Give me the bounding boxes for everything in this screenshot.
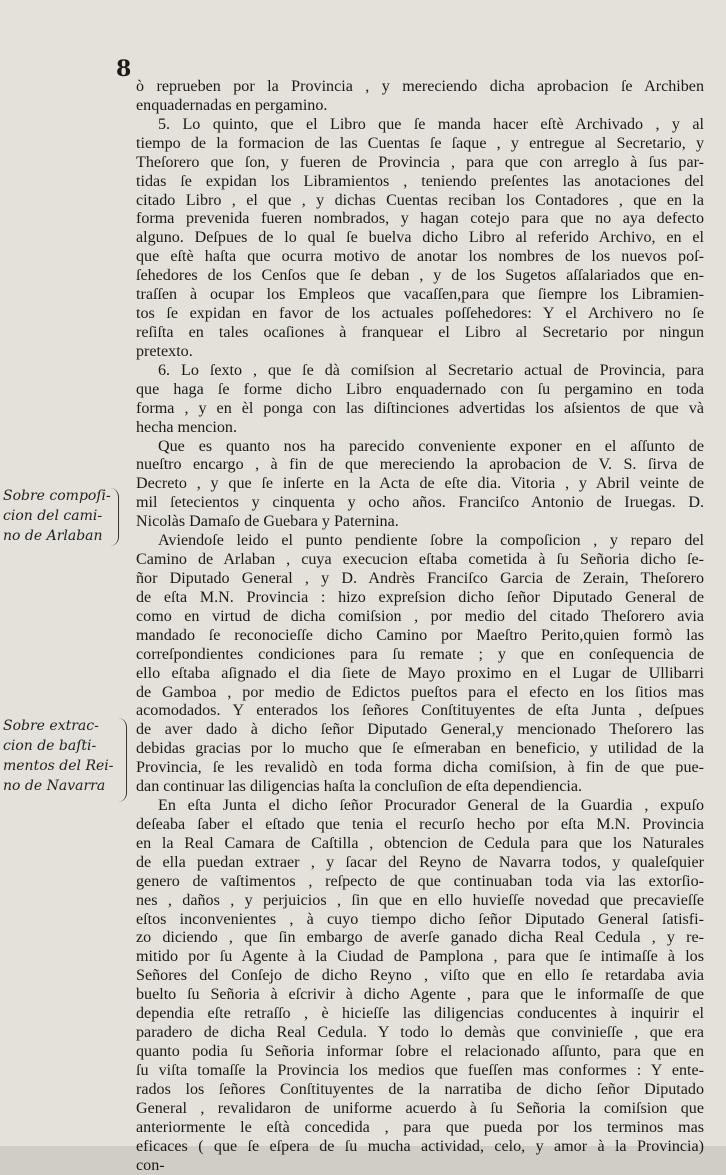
text-line: ſu viſta tomaſſe la Provincia los medios que fueſſen mas conformes : Y ente- xyxy=(136,1061,704,1079)
text-line: Decreto , y que ſe inſerte en la Acta de eſte dia. Vitoria , y Abril veinte de xyxy=(136,475,704,493)
text-line: General , revalidaron de uniforme acuerdo à ſu Señoria la comiſsion que xyxy=(136,1099,704,1117)
page-number: 8 xyxy=(116,56,132,82)
margin-note-navarra xyxy=(3,716,113,796)
text-line: Camino de Arlaban , cuya execucion eſtaba cometida à ſu Señoria dicho ſe- xyxy=(136,551,704,569)
text-line: eſtos inconvenientes , à cuyo tiempo dicho ſeñor Diputado General ſatisfi- xyxy=(136,910,704,928)
text-line: 5. Lo quinto, que el Libro que ſe manda hacer eſtè Archivado , y al xyxy=(158,115,704,133)
text-line: de aver dado à dicho ſeñor Diputado General,y mencionado Theſorero las xyxy=(136,721,704,739)
text-line: ello eſtaba aſignado el dia ſiete de Mayo proximo en el Lugar de Ullibarri xyxy=(136,664,704,682)
text-line: enquadernadas en pergamino. xyxy=(136,96,328,114)
text-line: como en virtud de dicha comiſsion , por medio del citado Theſorero avia xyxy=(136,607,704,625)
margin-note-line: cion del cami- xyxy=(3,508,103,524)
text-line: rados los ſeñores Conſtituyentes de la narratiba de dicho ſeñor Diputado xyxy=(136,1080,704,1098)
text-line: deſeaba ſaber el eſtado que tenia el recurſo hecho por eſta M.N. Provincia xyxy=(136,815,704,833)
margin-note-line: mentos del Rei- xyxy=(3,758,114,774)
text-line: ñor Diputado General , y D. Andrès Franciſco Garcia de Zerain, Theſorero xyxy=(136,569,704,587)
text-line: mitido por ſu Agente à la Ciudad de Pamplona , para que ſe intimaſſe à los xyxy=(136,948,704,966)
text-line: ò reprueben por la Provincia , y mereciendo dicha aprobacion ſe Archiben xyxy=(136,78,704,95)
text-line: Señores del Conſejo de dicho Reyno , viſto que en ello ſe retardaba avia xyxy=(136,967,704,985)
text-line: nueſtro encargo , à fin de que mereciendo la aprobacion de V. S. ſirva de xyxy=(136,456,704,474)
text-line: alguno. Deſpues de lo qual ſe buelva dicho Libro al referido Archivo, en el xyxy=(136,229,704,247)
text-line: forma prevenida fueren nombrados, y hagan cotejo para que no aya defecto xyxy=(136,210,704,228)
text-line: de eſta M.N. Provincia : hizo expreſsion dicho ſeñor Diputado General de xyxy=(136,588,704,606)
text-line: traſſen à ocupar los Empleos que vacaſſen,para que ſiempre los Libramien- xyxy=(136,286,704,304)
text-line: anteriormente le eſtà concedida , para que pueda por los terminos mas xyxy=(136,1118,704,1136)
margin-note-line: Sobre extrac- xyxy=(3,718,99,734)
text-line: en la Real Camara de Caſtilla , obtencion de Cedula para que los Naturales xyxy=(136,834,704,852)
text-line: pretexto. xyxy=(136,342,193,360)
text-line: hecha mencion. xyxy=(136,418,237,436)
text-line: En eſta Junta el dicho ſeñor Procurador General de la Guardia , expuſo xyxy=(158,797,704,815)
body-text xyxy=(136,78,704,1175)
text-line: debidas gracias por lo mucho que ſe eſmeraban en beneficio, y utilidad de la xyxy=(136,740,704,758)
text-line: zo diciendo , que ſin embargo de averſe ganado dicha Real Cedula , y re- xyxy=(136,929,704,947)
margin-note-line: Sobre compoſi- xyxy=(3,488,111,504)
text-line: de ella puedan extraer , y ſacar del Reyno de Navarra todos, y qualeſquier xyxy=(136,853,704,871)
text-line: genero de vaſtimentos , reſpecto de que continuaban toda via las extorſio- xyxy=(136,872,704,890)
text-line: reſiſta en tales ocaſiones à franquear el Libro al Secretario por ningun xyxy=(136,323,704,341)
margin-note-line: cion de baſti- xyxy=(3,738,97,754)
text-line: nes , daños , y perjuicios , ſin que en ello huvieſſe novedad que precavieſſe xyxy=(136,891,704,909)
text-line: tos ſe expidan en favor de los actuales poſſehedores: Y el Archivero no ſe xyxy=(136,305,704,323)
text-line: Provincia, ſe les revalidò en toda forma dicha comiſsion, à fin de que pue- xyxy=(136,759,704,777)
text-line: tidas ſe expidan los Libramientos , teniendo preſentes las anotaciones del xyxy=(136,172,704,190)
text-line: paradero de dicha Real Cedula. Y todo lo demàs que convinieſſe , que era xyxy=(136,1024,704,1042)
text-line: ſehedores de los Cenſos que ſe deban , y de los Sugetos aſſalariados que en- xyxy=(136,267,704,285)
text-line: mil ſetecientos y cinquenta y ocho años. Franciſco Antonio de Iruegas. D. xyxy=(136,494,704,512)
text-line: eficaces ( que ſe eſpera de ſu mucha actividad, celo, y amor à la Provincia) xyxy=(136,1137,704,1155)
text-line: tiempo de la formacion de las Cuentas ſe ſaque , y entregue al Secretario, y xyxy=(136,134,704,152)
text-line: acomodados. Y enterados los ſeñores Conſtituyentes de eſta Junta , deſpues xyxy=(136,702,704,720)
margin-brace xyxy=(110,488,119,546)
text-line: de Gamboa , por medio de Edictos pueſtos para el efecto en los ſitios mas xyxy=(136,683,704,701)
margin-note-arlaban xyxy=(3,486,111,546)
margin-brace xyxy=(118,718,127,802)
text-line: Aviendoſe leido el punto pendiente ſobre la compoſicion , y reparo del xyxy=(158,532,704,550)
text-line: citado Libro , el que , y dichas Cuentas reciban los Contadores , que en la xyxy=(136,191,704,209)
text-line: Que es quanto nos ha parecido conveniente exponer en el aſſunto de xyxy=(158,437,704,455)
text-line: dependia eſte retraſſo , è hicieſſe las diligencias conducentes à inquirir el xyxy=(136,1005,704,1023)
text-line: forma , y en èl ponga con las diſtinciones advertidas los aſsientos de que và xyxy=(136,399,704,417)
text-line: que haga ſe forme dicho Libro enquadernado con ſu pergamino en toda xyxy=(136,380,704,398)
text-line: Theſorero que ſon, y fueren de Provincia , para que con arreglo à ſus par- xyxy=(136,153,704,171)
margin-note-line: no de Arlaban xyxy=(3,528,103,544)
text-line: que eſtè haſta que ocurra motivo de anotar los nombres de los nuevos poſ- xyxy=(136,248,704,266)
text-line: buelto ſu Señoria à eſcrivir à dicho Agente , para que le informaſſe de que xyxy=(136,986,704,1004)
margin-note-line: no de Navarra xyxy=(3,778,106,794)
text-line: mandado ſe reconocieſſe dicho Camino por Maeſtro Perito,quien formò las xyxy=(136,626,704,644)
text-line: correſpondientes condiciones para ſu remate ; y que en conſequencia de xyxy=(136,645,704,663)
text-line: dan continuar las diligencias haſta la concluſion de eſta dependiencia. xyxy=(136,778,582,796)
text-line: Nicolàs Damaſo de Guebara y Paternina. xyxy=(136,513,399,531)
text-line: quanto podia ſu Señoria informar ſobre el relacionado aſſunto, para que en xyxy=(136,1043,704,1061)
text-line: con- xyxy=(136,1156,165,1174)
text-line: 6. Lo ſexto , que ſe dà comiſsion al Secretario actual de Provincia, para xyxy=(158,361,704,379)
